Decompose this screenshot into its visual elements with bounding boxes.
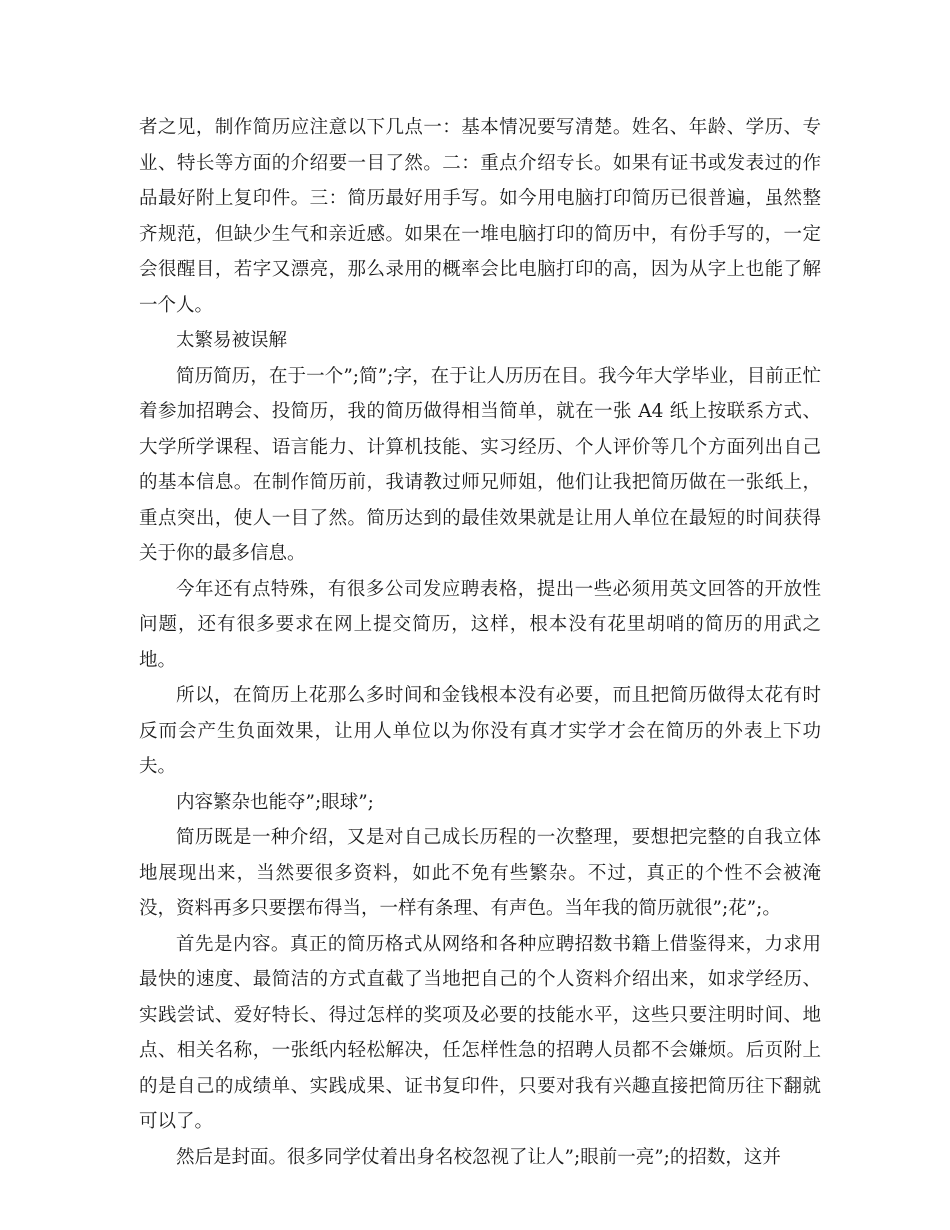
paragraph-continued: 者之见，制作简历应注意以下几点一：基本情况要写清楚。姓名、年龄、学历、专业、特长等方面的介绍要一目了然。二：重点介绍专长。如果有证书或发表过的作品最好附上复印件。三：简历最好用手写。如今用电脑打印简历已很普遍，虽然整齐规范，但缺少生气和亲近感。如果在一堆电脑打印的简历中，有份手写的，一定会很醒目，若字又漂亮，那么录用的概率会比电脑打印的高，因为从字上也能了解一个人。 xyxy=(139,117,821,316)
section-heading-too-complex: 太繁易被误解 xyxy=(176,330,288,351)
paragraph: 简历既是一种介绍，又是对自己成长历程的一次整理，要想把完整的自我立体地展现出来，当然要很多资料，如此不免有些繁杂。不过，真正的个性不会被淹没，资料再多只要摆布得当，一样有条理、有声色。当年我的简历就很”;花”;。 xyxy=(139,827,821,919)
paragraph-continues: 然后是封面。很多同学仗着出身名校忽视了让人”;眼前一亮”;的招数，这并 xyxy=(176,1146,781,1168)
paragraph: 首先是内容。真正的简历格式从网络和各种应聘招数书籍上借鉴得来，力求用最快的速度、最简洁的方式直截了当地把自己的个人资料介绍出来，如求学经历、实践尝试、爱好特长、得过怎样的奖项及必要的技能水平，这些只要注明时间、地点、相关名称，一张纸内轻松解决，任怎样性急的招聘人员都不会嫌烦。后页附上的是自己的成绩单、实践成果、证书复印件，只要对我有兴趣直接把简历往下翻就可以了。 xyxy=(139,933,821,1132)
document-body xyxy=(139,110,821,1175)
paragraph: 简历简历，在于一个”;简”;字，在于让人历历在目。我今年大学毕业，目前正忙着参加招聘会、投简历，我的简历做得相当简单，就在一张 A4 纸上按联系方式、大学所学课程、语言能力、计算机技能、实习经历、个人评价等几个方面列出自己的基本信息。在制作简历前，我请教过师兄师姐，他们让我把简历做在一张纸上，重点突出，使人一目了然。简历达到的最佳效果就是让用人单位在最短的时间获得关于你的最多信息。 xyxy=(139,365,821,564)
paragraph: 今年还有点特殊，有很多公司发应聘表格，提出一些必须用英文回答的开放性问题，还有很多要求在网上提交简历，这样，根本没有花里胡哨的简历的用武之地。 xyxy=(139,578,821,671)
paragraph: 所以，在简历上花那么多时间和金钱根本没有必要，而且把简历做得太花有时反而会产生负面效果，让用人单位以为你没有真才实学才会在简历的外表上下功夫。 xyxy=(139,685,821,777)
section-heading-rich-content: 内容繁杂也能夺”;眼球”; xyxy=(176,791,374,813)
